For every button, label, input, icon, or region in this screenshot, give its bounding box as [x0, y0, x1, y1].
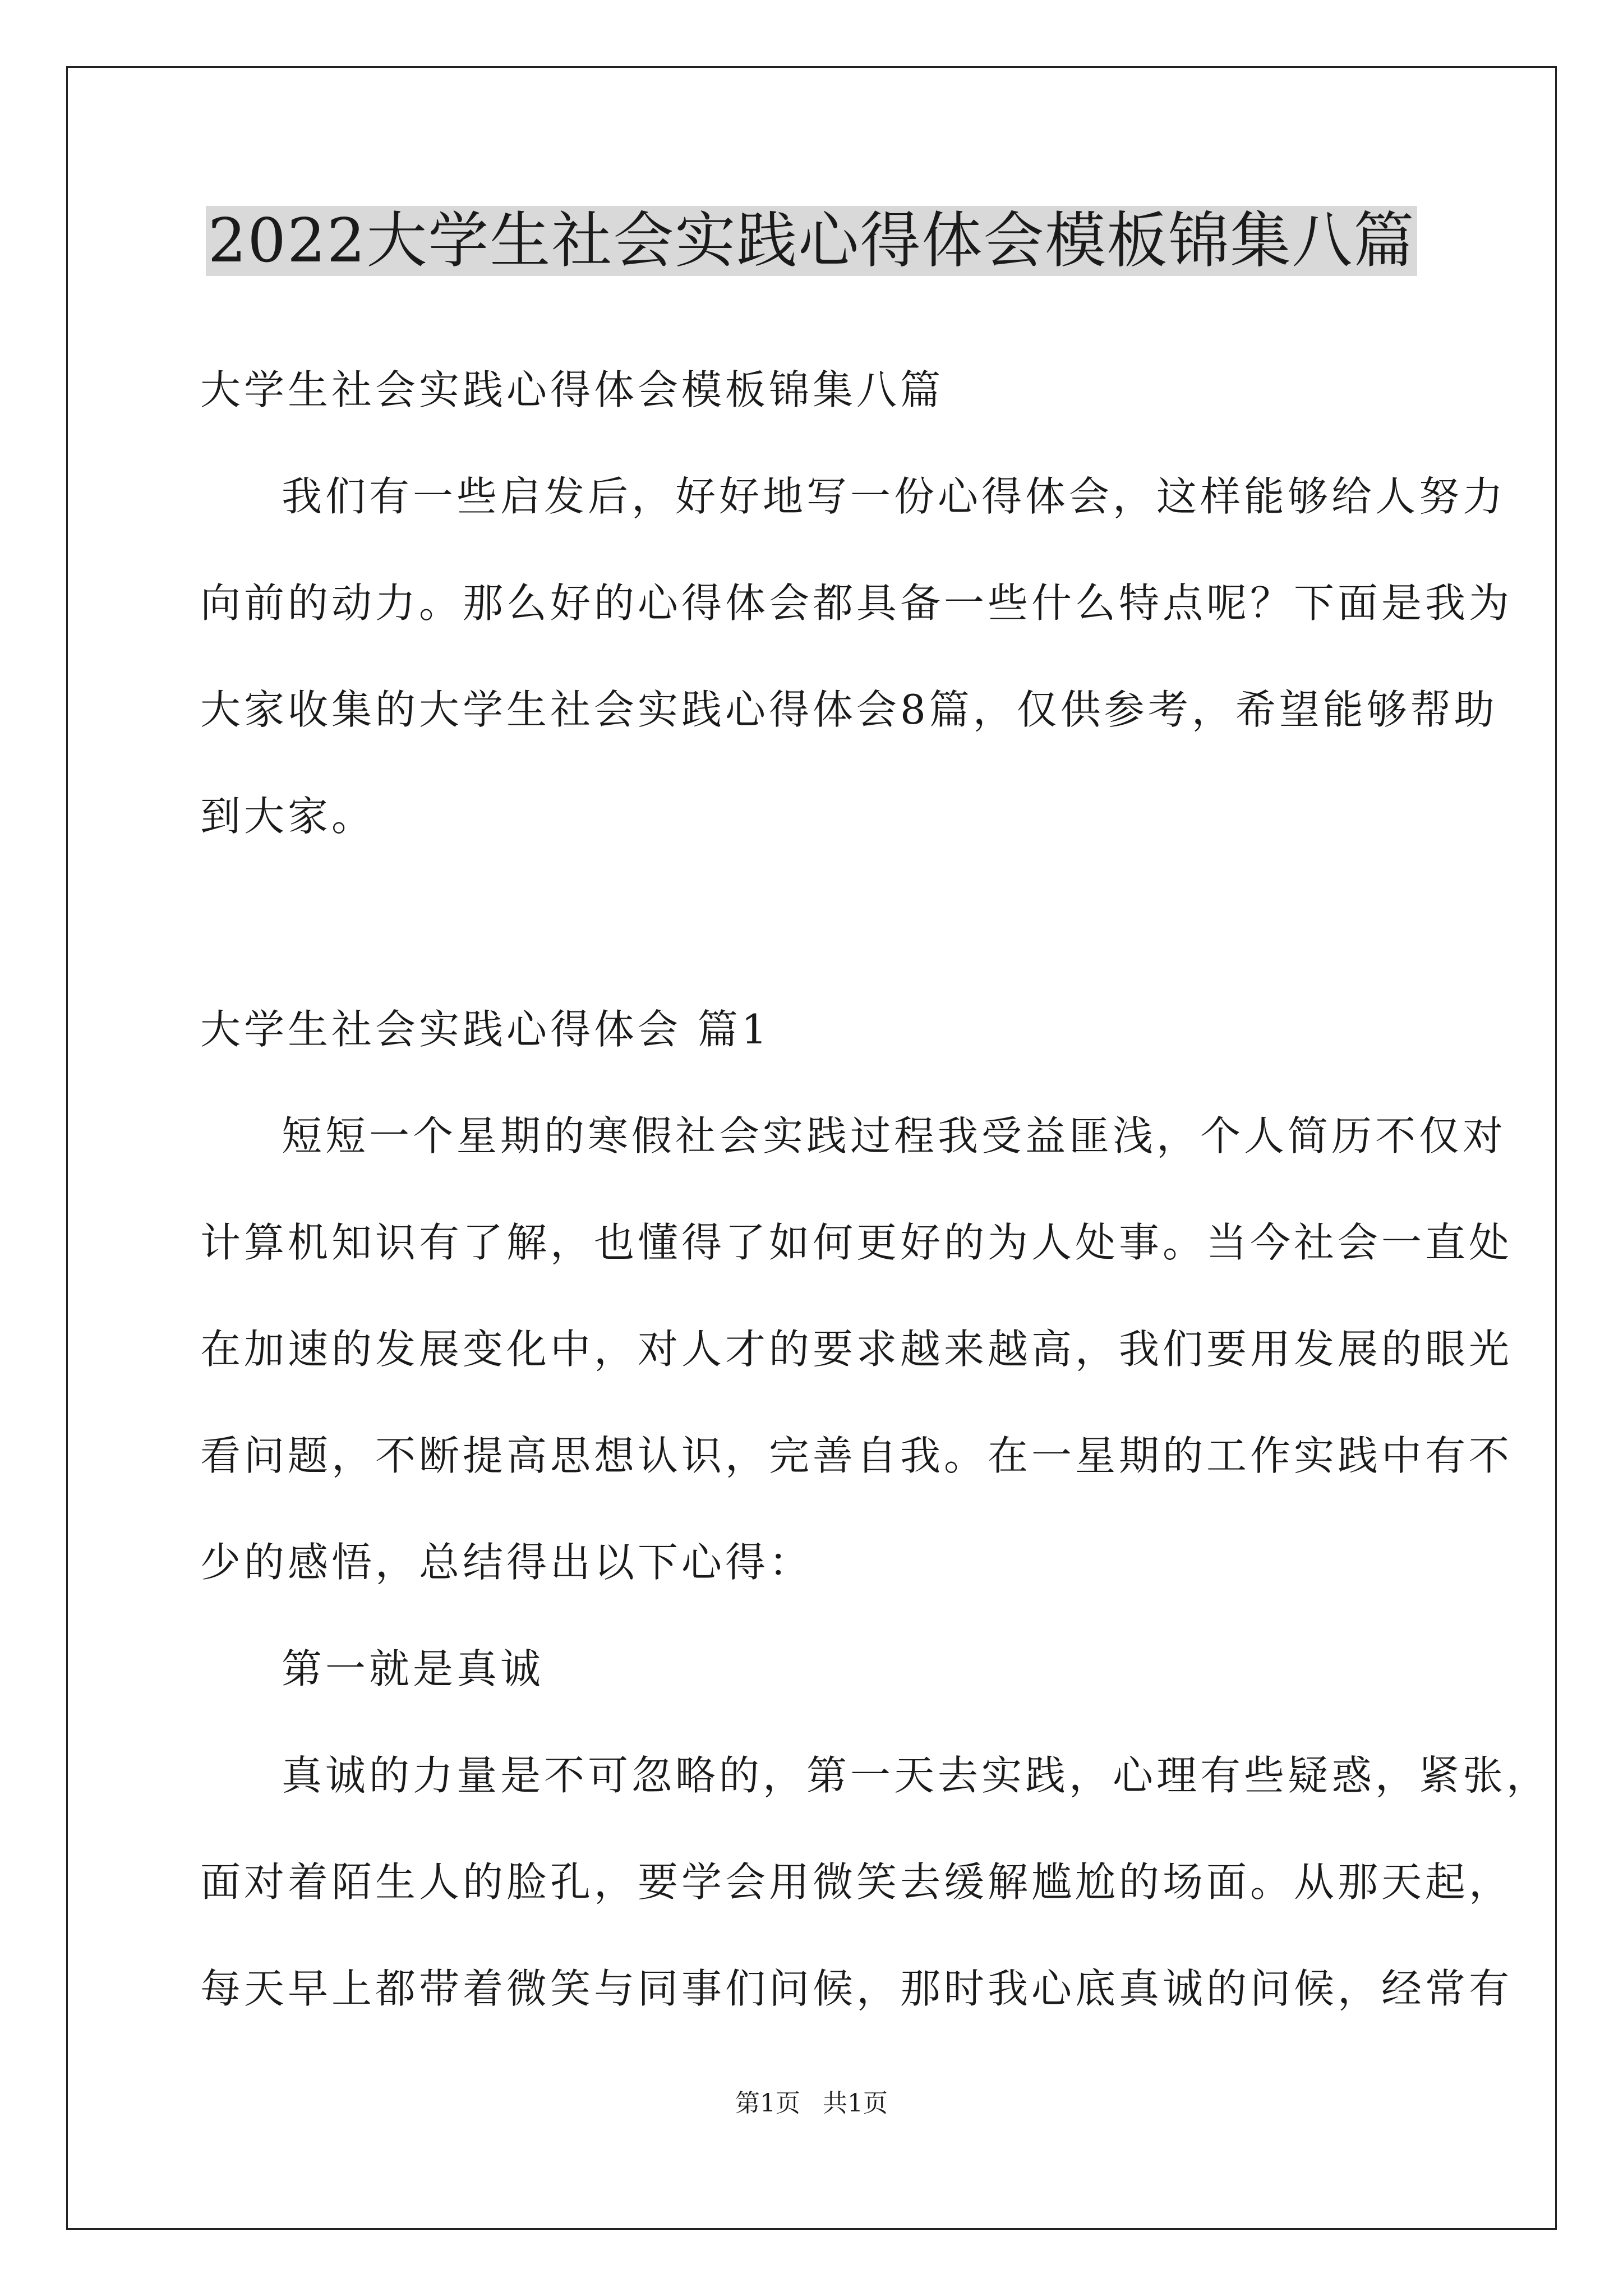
section-line: 短短一个星期的寒假社会实践过程我受益匪浅，个人简历不仅对	[282, 1112, 1507, 1159]
page-footer	[0, 2087, 1623, 2120]
document-body	[200, 337, 1551, 2042]
point-heading: 第一就是真诚	[282, 1645, 545, 1692]
paragraph-gap	[200, 869, 1434, 976]
page-total: 共1页	[823, 2089, 888, 2118]
point-line: 面对着陌生人的脸孔，要学会用微笑去缓解尴尬的场面。从那天起，	[200, 1858, 1513, 1906]
document-subtitle: 大学生社会实践心得体会模板锦集八篇	[200, 366, 944, 413]
section-line: 在加速的发展变化中，对人才的要求越来越高，我们要用发展的眼光	[200, 1326, 1513, 1373]
document-title	[0, 199, 1623, 283]
intro-line: 到大家。	[200, 793, 376, 840]
page-number: 第1页	[735, 2089, 800, 2118]
section-line: 计算机知识有了解，也懂得了如何更好的为人处事。当今社会一直处	[200, 1219, 1513, 1266]
section-line: 看问题，不断提高思想认识，完善自我。在一星期的工作实践中有不	[200, 1432, 1513, 1479]
intro-line: 向前的动力。那么好的心得体会都具备一些什么特点呢？下面是我为	[200, 579, 1513, 627]
point-line: 每天早上都带着微笑与同事们问候，那时我心底真诚的问候，经常有	[200, 1965, 1513, 2012]
document-title-text: 2022大学生社会实践心得体会模板锦集八篇	[206, 206, 1418, 276]
section-heading: 大学生社会实践心得体会 篇1	[200, 1006, 771, 1053]
point-line: 真诚的力量是不可忽略的，第一天去实践，心理有些疑惑，紧张，	[282, 1752, 1551, 1799]
intro-line: 我们有一些启发后，好好地写一份心得体会，这样能够给人努力	[282, 473, 1507, 520]
section-line: 少的感悟，总结得出以下心得：	[200, 1539, 813, 1586]
intro-line: 大家收集的大学生社会实践心得体会8篇，仅供参考，希望能够帮助	[200, 686, 1498, 733]
